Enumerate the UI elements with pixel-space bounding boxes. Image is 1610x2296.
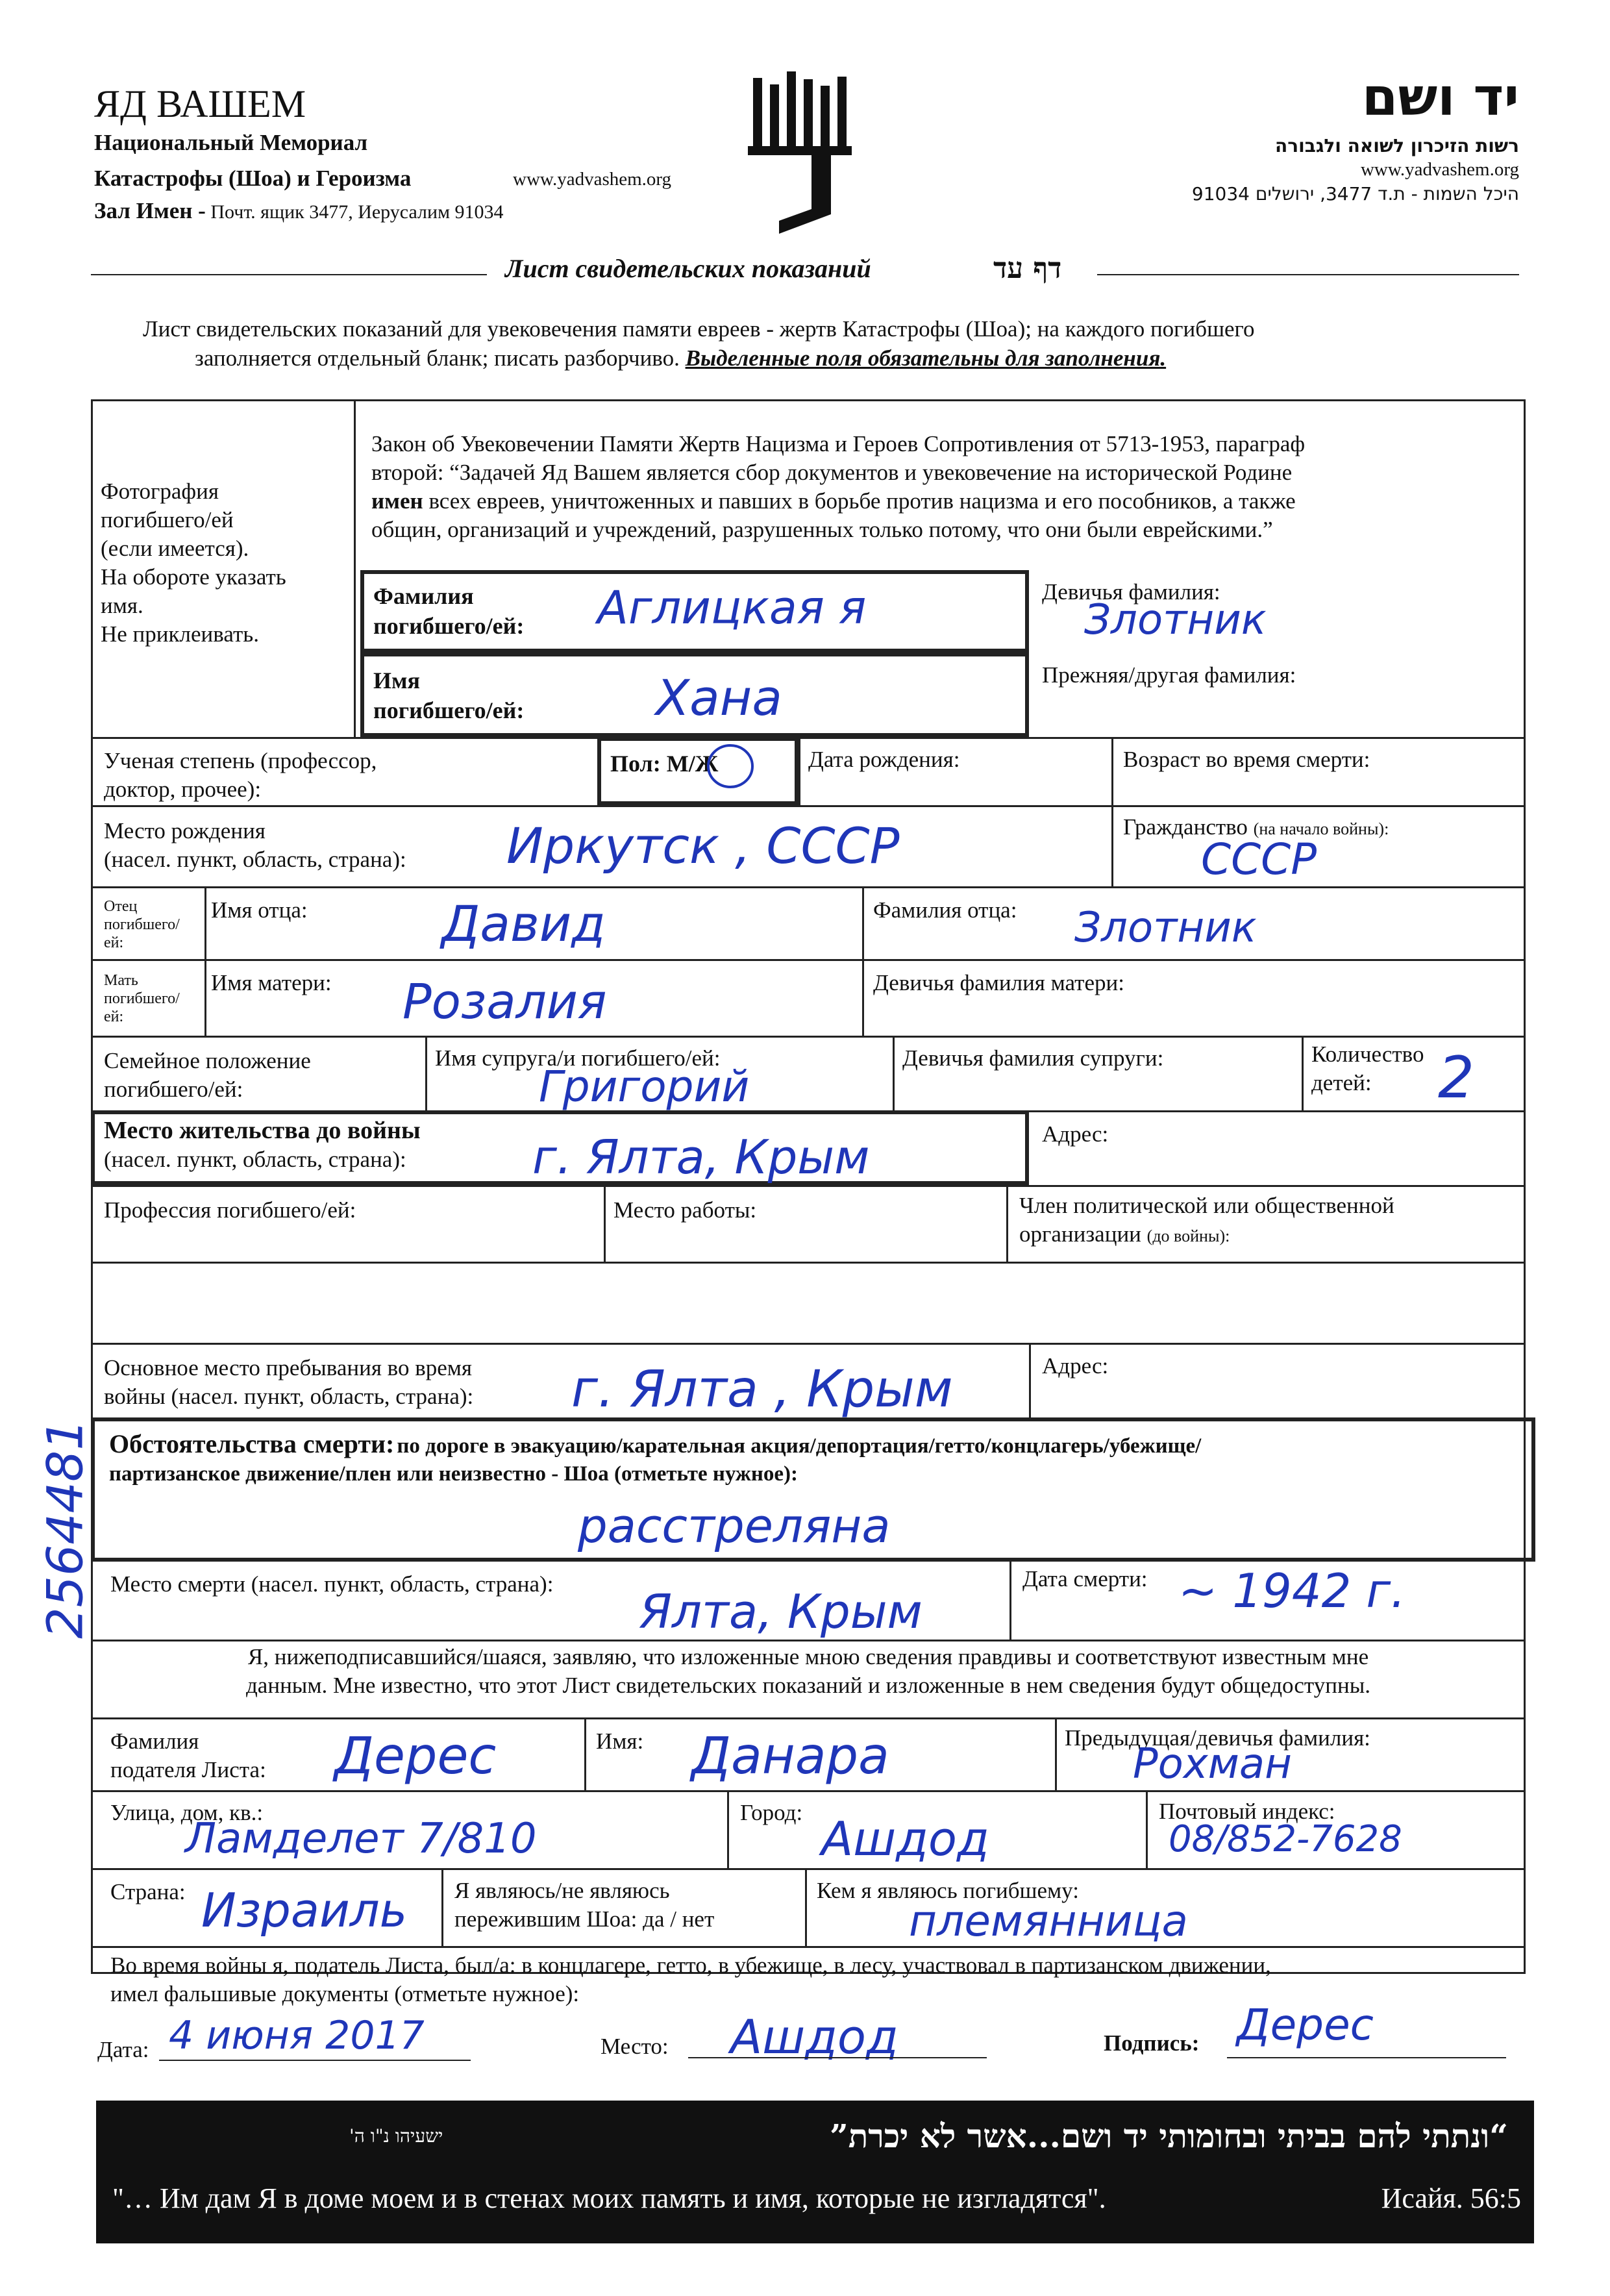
rule-row-submitter: [91, 1717, 1526, 1719]
submitter-prev-label: Предыдущая/девичья фамилия:: [1065, 1725, 1370, 1751]
father-surname-label: Фамилия отца:: [873, 897, 1017, 923]
photo-l1: Фотография: [101, 479, 219, 504]
circ-l2: партизанское движение/плен или неизвестно - Шоа (отметьте нужное):: [109, 1462, 798, 1486]
org-line3-text: Почт. ящик 3477, Иерусалим 91034: [210, 201, 504, 223]
margin-archive-number: 2564481: [36, 1419, 94, 1639]
country-value: Израиль: [201, 1883, 408, 1938]
degree-l2: доктор, прочее):: [104, 777, 262, 802]
name-value: Хана: [656, 669, 782, 727]
relation-label: Кем я являюсь погибшему:: [817, 1878, 1079, 1903]
submitter-surname-label: [110, 1727, 266, 1784]
date-value: 4 июня 2017: [169, 2013, 425, 2058]
org-name-he: יד ושם: [1361, 67, 1519, 127]
residence-l2: (насел. пункт, область, страна):: [104, 1147, 406, 1172]
org-line1-he: רשות הזיכרון לשואה ולגבורה: [1275, 135, 1519, 156]
org-line3-bold: Зал Имен -: [94, 198, 206, 223]
place-value: Ашдод: [730, 2010, 898, 2064]
law-l2: второй: “Задачей Яд Вашем является сбор документов и увековечение на исторической Родине: [371, 460, 1293, 485]
rule-citizenship-left: [1111, 805, 1113, 886]
mother-small-l1: Мать: [104, 972, 138, 989]
survivor-l2: пережившим Шоа: да / нет: [454, 1906, 715, 1932]
rule-sub-prev-left: [1055, 1717, 1057, 1790]
org-line1-ru: Национальный Мемориал: [94, 130, 368, 155]
father-surname-value: Злотник: [1074, 904, 1257, 952]
submitter-surname-value: Дерес: [334, 1727, 497, 1786]
dob-label: Дата рождения:: [808, 747, 960, 772]
rule-survivor-left: [441, 1868, 443, 1946]
rule-sub-name-left: [584, 1717, 586, 1790]
surname-l2: погибшего/ей:: [373, 613, 525, 639]
spouse-value: Григорий: [539, 1062, 750, 1112]
member-l2: организации: [1019, 1221, 1141, 1247]
surname-l1: Фамилия: [373, 583, 474, 609]
intro-line1: Лист свидетельских показаний для увековечения памяти евреев - жертв Катастрофы (Шоа); на каждого погибшего: [143, 316, 1255, 342]
declaration-l1: Я, нижеподписавшийся/шаяся, заявляю, что изложенные мною сведения правдивы и соответствуют известным мне: [247, 1644, 1369, 1669]
former-surname-label: Прежняя/другая фамилия:: [1042, 662, 1296, 688]
rule-row-wartime: [91, 1343, 1526, 1345]
declaration-l2: данным. Мне известно, что этот Лист свидетельских показаний и изложенные в нем сведения будут общедоступны.: [246, 1673, 1370, 1698]
website-left: www.yadvashem.org: [513, 169, 672, 190]
rule-member-left: [1006, 1185, 1008, 1262]
rule-spouse-maiden-left: [893, 1036, 895, 1110]
member-label: [1019, 1192, 1394, 1251]
rule-dob-left: [799, 737, 800, 805]
father-name-label: Имя отца:: [211, 897, 308, 923]
signature-value: Дерес: [1237, 2000, 1374, 2050]
street-label: Улица, дом, кв.:: [110, 1800, 264, 1825]
intro-line2-text: заполняется отдельный бланк; писать разборчиво.: [195, 345, 680, 371]
children-label: [1311, 1040, 1424, 1097]
sub-surname-l2: подателя Листа:: [110, 1757, 266, 1782]
date-label: Дата:: [97, 2037, 149, 2062]
wartime-l1: Основное место пребывания во время: [104, 1355, 473, 1380]
mother-small-l2: погибшего/: [104, 990, 180, 1007]
death-place-label: Место смерти (насел. пункт, область, страна):: [110, 1571, 554, 1597]
during-war-l2: имел фальшивые документы (отметьте нужное):: [110, 1981, 580, 2006]
wartime-value: г. Ялта , Крым: [571, 1360, 953, 1419]
during-war-label: [110, 1951, 1271, 2008]
age-label: Возраст во время смерти:: [1123, 747, 1370, 772]
sub-surname-l1: Фамилия: [110, 1728, 199, 1754]
father-small-label: [104, 897, 180, 952]
relation-value: племянница: [909, 1896, 1188, 1946]
law-l4: общин, организаций и учреждений, разрушенных только потому, что они были еврейскими.”: [371, 517, 1273, 542]
residence-label: [104, 1116, 421, 1174]
workplace-label: Место работы:: [613, 1197, 757, 1223]
birthplace-value: Иркутск , СССР: [506, 817, 900, 875]
rule-father-surname-left: [862, 886, 864, 959]
submitter-name-label: Имя:: [596, 1728, 644, 1754]
mother-small-label: [104, 971, 180, 1026]
spouse-label: Имя супруга/и погибшего/ей:: [435, 1045, 721, 1071]
rule-age-left: [1111, 737, 1113, 805]
footer-ru-quote: "… Им дам Я в доме моем и в стенах моих память и имя, которые не изгладятся".: [112, 2182, 1106, 2214]
citizenship-label-small: (на начало войны):: [1253, 819, 1389, 838]
photo-l4: На обороте указать: [101, 564, 286, 590]
degree-l1: Ученая степень (профессор,: [104, 748, 377, 773]
sex-label: Пол: М/Ж: [610, 751, 719, 777]
rule-zip-left: [1146, 1790, 1148, 1868]
sex-selection-circle: [704, 740, 756, 792]
children-value: 2: [1438, 1044, 1474, 1111]
zip-value: 08/852-7628: [1169, 1818, 1402, 1860]
rule-children-left: [1302, 1036, 1304, 1110]
photo-l5: имя.: [101, 593, 143, 618]
yad-vashem-menorah-logo: [734, 65, 863, 247]
rule-mother-maiden-left: [862, 959, 864, 1036]
mother-name-value: Розалия: [402, 974, 607, 1030]
surname-label: [373, 581, 524, 641]
photo-instructions: [101, 477, 286, 649]
footer-he-quote: “ונתתי להם בביתי ובחומותי יד ושם...אשר לא יכרת”: [829, 2117, 1508, 2155]
citizenship-value: СССР: [1201, 834, 1317, 884]
member-l1: Член политической или общественной: [1019, 1193, 1394, 1218]
law-l3: [371, 487, 1305, 516]
footer-banner: [96, 2101, 1534, 2243]
title-rule-right: [1097, 274, 1519, 275]
circ-bold: Обстоятельства смерти:: [109, 1429, 395, 1458]
place-label: Место:: [601, 2034, 669, 2059]
rule-row-father: [91, 886, 1526, 888]
member-small: (до войны):: [1146, 1227, 1230, 1245]
mother-name-label: Имя матери:: [211, 970, 332, 995]
children-l2: детей:: [1311, 1070, 1372, 1095]
profession-label: Профессия погибшего/ей:: [104, 1197, 356, 1223]
city-label: Город:: [740, 1800, 803, 1825]
survivor-label: [454, 1877, 714, 1934]
rule-row-country: [91, 1868, 1526, 1870]
death-date-label: Дата смерти:: [1022, 1566, 1148, 1591]
spouse-maiden-label: Девичья фамилия супруги:: [902, 1045, 1164, 1071]
rule-row-marital: [91, 1036, 1526, 1038]
name-l2: погибшего/ей:: [373, 697, 525, 723]
wartime-label: [104, 1354, 473, 1411]
rule-row-birthplace: [91, 805, 1526, 807]
father-small-l1: Отец: [104, 898, 138, 915]
law-l3-bold: имен: [371, 488, 423, 514]
rule-wartime-address-left: [1029, 1343, 1031, 1417]
title-rule-left: [91, 274, 487, 275]
residence-value: г. Ялта, Крым: [532, 1130, 870, 1184]
rule-row-degree: [91, 737, 1526, 739]
rule-spouse-left: [425, 1036, 427, 1110]
residence-l1: Место жительства до войны: [104, 1117, 421, 1144]
maiden-label: Девичья фамилия:: [1042, 579, 1220, 605]
rule-row-mother: [91, 959, 1526, 961]
birthplace-l1: Место рождения: [104, 818, 266, 843]
city-value: Ашдод: [821, 1812, 989, 1866]
circumstances-label: [109, 1429, 1201, 1489]
rule-row-declaration: [91, 1640, 1526, 1641]
org-line2-he: היכל השמות - ת.ד 3477, ירושלים 91034: [1191, 183, 1519, 205]
photo-l3: (если имеется).: [101, 536, 249, 561]
rule-row-profession: [91, 1185, 1526, 1187]
street-value: Ламделет 7/810: [185, 1815, 537, 1863]
residence-address-label: Адрес:: [1042, 1121, 1109, 1147]
form-title: Лист свидетельских показаний: [505, 254, 871, 283]
rule-row-blank: [91, 1262, 1526, 1264]
wartime-address-label: Адрес:: [1042, 1353, 1109, 1379]
org-line2-ru: Катастрофы (Шоа) и Героизма: [94, 166, 412, 191]
maiden-value: Злотник: [1084, 596, 1267, 644]
surname-value: Аглицкая я: [597, 581, 867, 634]
rule-workplace-left: [604, 1185, 606, 1262]
law-l1: Закон об Увековечении Памяти Жертв Нацизма и Героев Сопротивления от 5713-1953, параграф: [371, 431, 1306, 456]
country-label: Страна:: [110, 1879, 186, 1904]
org-name-ru: ЯД ВАШЕМ: [94, 82, 306, 125]
law-quote: [371, 430, 1305, 544]
photo-divider: [354, 399, 356, 737]
rule-relation-left: [805, 1868, 807, 1946]
signature-underline: [1227, 2057, 1506, 2058]
rule-father-small: [204, 886, 206, 1036]
circ-l1: по дороге в эвакуацию/карательная акция/депортация/гетто/концлагерь/убежище/: [397, 1434, 1202, 1458]
father-small-l2: погибшего/: [104, 916, 180, 933]
zip-label: Почтовый индекс:: [1159, 1799, 1335, 1824]
marital-l1: Семейное положение: [104, 1048, 311, 1073]
mother-small-l3: ей:: [104, 1008, 124, 1025]
rule-death-date-left: [1009, 1562, 1011, 1640]
submitter-prev-value: Рохман: [1133, 1740, 1292, 1788]
declaration-text: [91, 1643, 1526, 1700]
photo-l2: погибшего/ей: [101, 507, 234, 532]
date-underline: [159, 2060, 471, 2061]
rule-city-left: [727, 1790, 729, 1868]
birthplace-label: [104, 817, 406, 874]
footer-he-ref: ישעיהו נ"ו ה': [349, 2125, 443, 2147]
survivor-l1: Я являюсь/не являюсь: [454, 1878, 670, 1903]
rule-row-during-war: [91, 1946, 1526, 1948]
death-date-value: ~ 1942 г.: [1178, 1564, 1406, 1618]
form-title-he: דף עד: [993, 252, 1062, 285]
during-war-l1: Во время войны я, податель Листа, был/а: в концлагере, гетто, в убежище, в лесу, участвовал в партизанском движении,: [110, 1953, 1271, 1978]
marital-l2: погибшего/ей:: [104, 1077, 243, 1102]
org-line3-ru: [94, 198, 504, 224]
mother-maiden-label: Девичья фамилия матери:: [873, 970, 1124, 995]
photo-l6: Не приклеивать.: [101, 621, 259, 647]
law-l3-text: всех евреев, уничтоженных и павших в борьбе против нацизма и его пособников, а также: [428, 488, 1296, 514]
father-small-l3: ей:: [104, 934, 124, 951]
signature-label: Подпись:: [1104, 2030, 1200, 2056]
father-name-value: Давид: [441, 895, 606, 953]
place-underline: [688, 2057, 987, 2058]
circumstances-value: расстреляна: [578, 1499, 891, 1553]
rule-row-address: [91, 1790, 1526, 1792]
birthplace-l2: (насел. пункт, область, страна):: [104, 847, 406, 872]
website-right: www.yadvashem.org: [1360, 159, 1519, 180]
intro-line2: [195, 344, 1166, 373]
name-l1: Имя: [373, 668, 420, 693]
footer-ru-ref: Исайя. 56:5: [1381, 2182, 1521, 2214]
intro-required-note: Выделенные поля обязательны для заполнения.: [685, 345, 1167, 371]
death-place-value: Ялта, Крым: [639, 1584, 923, 1639]
name-label: [373, 666, 524, 725]
children-l1: Количество: [1311, 1042, 1424, 1067]
wartime-l2: войны (насел. пункт, область, страна):: [104, 1384, 474, 1409]
submitter-name-value: Данара: [691, 1727, 889, 1786]
degree-label: [104, 747, 377, 804]
marital-label: [104, 1047, 311, 1104]
citizenship-label-text: Гражданство: [1123, 814, 1248, 840]
